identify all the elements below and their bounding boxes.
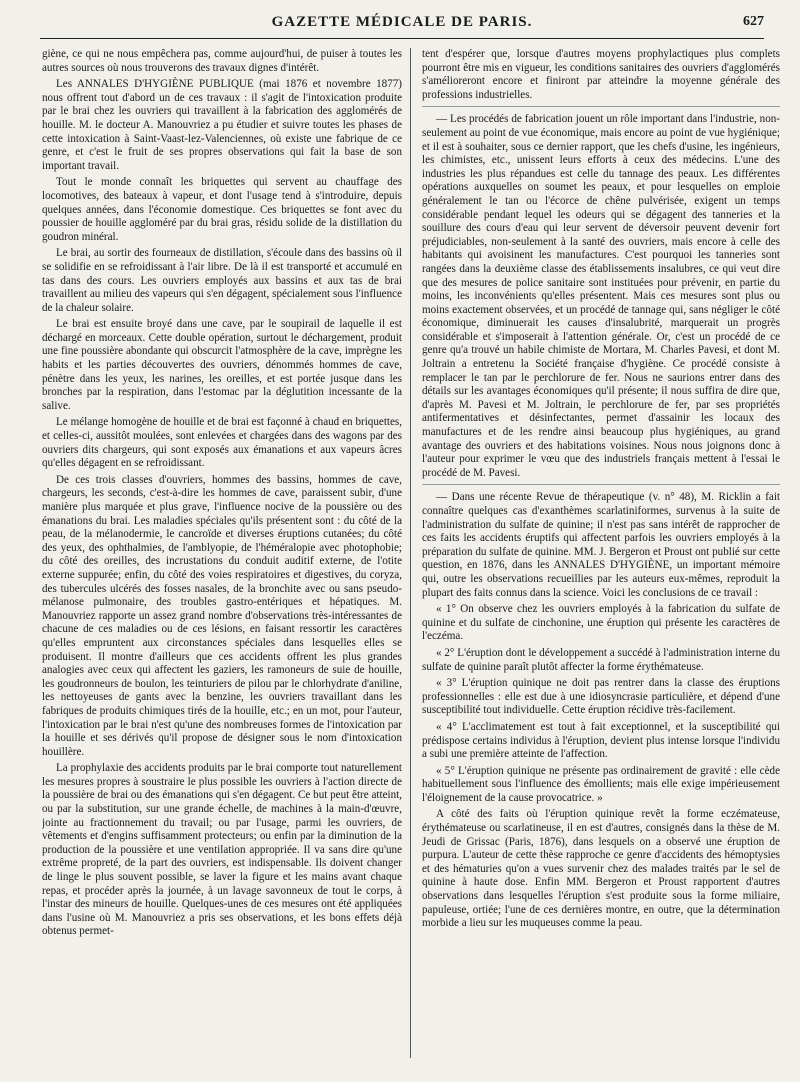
paragraph: — Dans une récente Revue de thérapeutique (v. n° 48), M. Ricklin a fait connaître quelques cas d'exanthèmes scarlatiniformes, survenus à la suite de l'administration du sulfate de quinine; il n'est pas sans intérêt de rapprocher de ces faits les accidents éruptifs qui affectent parfois les ouvriers employés à la préparation du sulfate de quinine. MM. J. Bergeron et Proust ont publié sur cette question, en 1876, dans les ANNALES D'HYGIÈNE, un important mémoire qui, outre les observations recueillies par les auteurs eux-mêmes, reproduit la plupart des faits connus dans la science. Voici les conclusions de ce travail : bbox=[422, 491, 780, 599]
column-divider bbox=[410, 48, 411, 1058]
paragraph: De ces trois classes d'ouvriers, hommes des bassins, hommes de cave, chargeurs, les seconds, c'est-à-dire les hommes de cave, paraissent subir, d'une manière plus marquée et plus grave, l'influence nocive de la poussière ou des émanations du brai. Les maladies spéciales qu'ils présentent sont : du côté de la peau, de la mélanodermie, le cancroïde et diverses éruptions cutanées; du côté des yeux, des ophthalmies, de l'amblyopie, de l'héméralopie avec photophobie; du côté des oreilles, des incrustations du conduit auditif externe, de l'otite externe suppurée; enfin, du côté des voies respiratoires et digestives, du coryza, des tubercules ulcérés des fosses nasales, de la bronchite avec ou sans pseudo-mélanose pulmonaire, des troubles gastro-entériques et hépatiques. M. Manouvriez rapporte un assez grand nombre d'observations très-intéressantes de chacune de ces maladies ou de ces lésions, en faisant ressortir les caractères qu'elles empruntent aux circonstances spéciales dans lesquelles elles se produisent. Il montre d'ailleurs que ces accidents offrent les plus grandes analogies avec ceux qui affectent les gaziers, les ramoneurs de suie de houille, les goudronneurs de boulon, les teinturiers de pilou par le chlorhydrate d'aniline, les nettoyeuses de gants avec la benzine, les ouvriers travaillant dans les fabriques de produits chimiques tirés de la houille, etc.; en un mot, pour l'auteur, l'intoxication par le brai n'est qu'une des nombreuses formes de l'intoxication par la houille et ses dérivés qu'il propose de désigner sous le nom d'intoxication houillère. bbox=[42, 473, 402, 758]
section-separator bbox=[422, 484, 780, 485]
page-header bbox=[40, 12, 764, 39]
left-column bbox=[42, 48, 402, 1068]
paragraph: « 3° L'éruption quinique ne doit pas rentrer dans la classe des éruptions professionnelles : elle est due à une idiosyncrasie particulière, et dépend d'une susceptibilité tout individuelle. Cette éruption récidive très-facilement. bbox=[422, 677, 780, 717]
paragraph: Le mélange homogène de houille et de brai est façonné à chaud en briquettes, et celles-ci, aussitôt moulées, sont enlevées et chargées dans des wagons par des ouvriers dits chargeurs, qui sont exposés aux émanations et aux vapeurs âcres qu'elles dégagent en se refroidissant. bbox=[42, 416, 402, 470]
paragraph: « 1° On observe chez les ouvriers employés à la fabrication du sulfate de quinine et du sulfate de cinchonine, une éruption qui présente les caractères de l'eczéma. bbox=[422, 603, 780, 643]
paragraph: « 2° L'éruption dont le développement a succédé à l'administration interne du sulfate de quinine paraît plutôt affecter la forme érythémateuse. bbox=[422, 646, 780, 673]
paragraph: — Les procédés de fabrication jouent un rôle important dans l'industrie, non-seulement au point de vue économique, mais encore au point de vue hygiénique; et il est à souhaiter, sous ce dernier rapport, que les chefs d'usine, les ingénieurs, les chimistes, etc., unissent leurs efforts à ceux des médecins. L'une des industries les plus répandues est celle du tannage des peaux. Les différentes opérations auxquelles on soumet les peaux, et pour lesquelles on emploie généralement le tan ou l'écorce de chêne pulvérisée, exigent un temps considérable pendant lequel les odeurs qui se dégagent des tanneries et la souillure des cours d'eau qui leur servent de déversoir peuvent devenir fort préjudiciables, non-seulement à la santé des ouvriers, mais encore à celle des habitants qui avoisinent les manufactures. C'est pourquoi les tanneries sont rangées dans la deuxième classe des établissements insalubres, ce qui veut dire que des mesures de police sanitaire sont instituées pour prévenir, en partie du moins, les inconvénients qu'elles présentent. Mais ces mesures sont plus ou moins exactement observées, et un procédé de tannage qui, sans négliger le côté économique, diminuerait les causes d'insalubrité, marquerait un progrès considérable et s'imposerait à l'attention générale. Or, c'est un procédé de ce genre qu'a trouvé un habile chimiste de Mortara, M. Charles Pavesi, et dont M. Joltrain a entretenu la Société française d'hygiène. Ce procédé consiste à remplacer le tan par le perchlorure de fer. Nous ne saurions entrer dans des détails sur les avantages économiques qu'il présente; il nous suffira de dire que, d'après M. Pavesi et M. Joltrain, le perchlorure de fer, par ses propriétés antifermentatives et désinfectantes, permet d'assainir les locaux des manufactures et de les rendre ainsi beaucoup plus hygiéniques, au grand avantage des ouvriers et des habitations voisines. Nous nous joignons donc à l'auteur pour exprimer le vœu que des industriels français mettent à l'essai le procédé de M. Pavesi. bbox=[422, 113, 780, 479]
paragraph: Le brai est ensuite broyé dans une cave, par le soupirail de laquelle il est déchargé en morceaux. Cette double opération, surtout le déchargement, produit une fine poussière abondante qui obscurcit l'atmosphère de la cave, imprègne les habits et les parties découvertes des ouvriers, dénommés hommes de cave, pénètre dans les yeux, les narines, les oreilles, et est portée jusque dans les bronches par la respiration, dans l'estomac par la déglutition incessante de la salive. bbox=[42, 318, 402, 412]
paragraph: tent d'espérer que, lorsque d'autres moyens prophylactiques plus complets pourront être mis en vigueur, les conditions sanitaires des ouvriers d'agglomérés s'amélioreront encore et finiront par atteindre la moyenne générale des professions industrielles. bbox=[422, 48, 780, 101]
paragraph: Tout le monde connaît les briquettes qui servent au chauffage des locomotives, des bateaux à vapeur, et dont l'usage tend à s'introduire, depuis quelques années, dans l'économie domestique. Ces briquettes se font avec du poussier de houille aggloméré par du brai gras, résidu solide de la distillation du goudron minéral. bbox=[42, 176, 402, 243]
paragraph: A côté des faits où l'éruption quinique revêt la forme eczémateuse, érythémateuse ou scarlatineuse, il en est d'autres, consignés dans la thèse de M. Jeudi de Grissac (Paris, 1876), dans lesquels on a observé une éruption de purpura. L'auteur de cette thèse rapproche ce genre d'accidents des hémoptysies et des hématuries qu'on a vues survenir chez des malades traités par le sel de quinine à haute dose. Enfin MM. Bergeron et Proust rapportent d'autres observations dans lesquelles l'éruption s'est produite sous la forme miliaire, papuleuse, ortiée; l'une de ces dernières montre, en outre, que la détermination morbide a lieu sur les muqueuses comme la peau. bbox=[422, 808, 780, 930]
paragraph: Les ANNALES D'HYGIÈNE PUBLIQUE (mai 1876 et novembre 1877) nous offrent tout d'abord un de ces travaux : il s'agit de l'intoxication produite par le brai chez les ouvriers qui travaillent à la fabrication des agglomérés de houille. M. le docteur A. Manouvriez a pu étudier et suivre toutes les phases de cette intoxication à Saint-Vaast-lez-Valenciennes, où existe une fabrique de ce genre, et c'est le fruit de ses propres observations qui fait la base de son important travail. bbox=[42, 78, 402, 172]
journal-title: GAZETTE MÉDICALE DE PARIS. bbox=[271, 14, 533, 30]
paragraph: « 4° L'acclimatement est tout à fait exceptionnel, et la susceptibilité qui prédispose certains individus à l'éruption, devient plus intense lorsque l'individu a subi une première atteinte de l'affection. bbox=[422, 720, 780, 761]
section-separator bbox=[422, 106, 780, 107]
paragraph: « 5° L'éruption quinique ne présente pas ordinairement de gravité : elle cède habituellement sous l'influence des émollients; mais elle exige impérieusement l'éloignement de la cause provocatrice. » bbox=[422, 764, 780, 804]
paragraph: giène, ce qui ne nous empêchera pas, comme aujourd'hui, de puiser à toutes les autres sources où nous trouverons des travaux dignes d'intérêt. bbox=[42, 48, 402, 74]
page-number: 627 bbox=[743, 14, 764, 29]
paragraph: Le brai, au sortir des fourneaux de distillation, s'écoule dans des bassins où il se solidifie en se refroidissant à l'air libre. De là il est transporté et accumulé en tas dans des cours. Les ouvriers employés aux bassins et aux tas de brai travaillent au milieu des vapeurs qui s'en dégagent, spécialement sous l'influence de la chaleur solaire. bbox=[42, 247, 402, 314]
paragraph: La prophylaxie des accidents produits par le brai comporte tout naturellement les mesures propres à soustraire le plus possible les ouvriers à l'action directe de la poussière de brai ou des émanations qui s'en dégagent. Ce but peut être atteint, ou par la substitution, sur une grande échelle, de machines à la main-d'œuvre, jointe au fractionnement du travail; ou par l'usage, parmi les ouvriers, de vêtements et d'engins suffisamment protecteurs; ou enfin par la diminution de la production de la poussière et une ventilation appropriée. Il va sans dire qu'une extrême propreté, de la part des ouvriers, est indispensable. Ils doivent changer de linge le plus souvent possible, se laver la figure et les mains avant chaque repas, et procéder après la journée, à un lavage savonneux de tout le corps, à l'instar des mineurs de houille. Quelques-unes de ces mesures ont été appliquées dans l'usine où M. Manouvriez a pris ses observations, et les bons effets déjà obtenus permet- bbox=[42, 762, 402, 938]
right-column bbox=[422, 48, 780, 1068]
